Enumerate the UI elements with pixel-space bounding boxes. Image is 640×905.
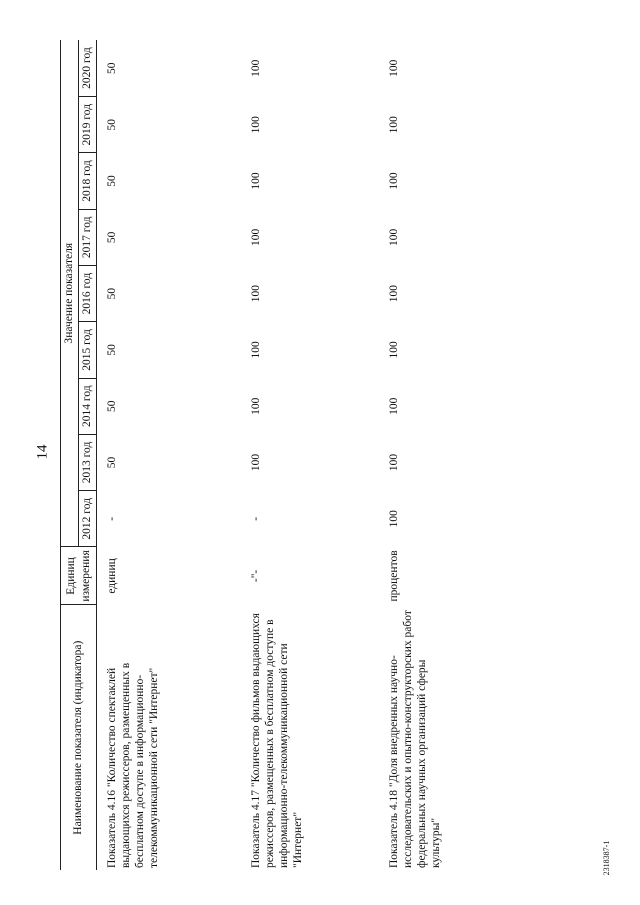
value-cell: 100: [388, 341, 400, 359]
header-year: 2014 год: [79, 378, 97, 434]
indicator-name-cell: Показатель 4.18 "Доля внедренных научно-исследовательских и опытно-конструкторских работ федеральных научных организаций сферы культуры": [388, 610, 443, 868]
value-cell: 50: [106, 62, 118, 75]
indicator-table: [60, 40, 507, 870]
value-cell: 50: [106, 344, 118, 356]
value-cell: 100: [250, 397, 262, 415]
unit-cell: -"-: [250, 569, 262, 583]
value-cell: 50: [106, 400, 118, 412]
header-year: 2012 год: [79, 491, 97, 547]
header-unit-line1: Единиц: [65, 557, 78, 595]
header-unit-line2: измерения: [79, 550, 92, 602]
indicator-name-cell: Показатель 4.17 "Количество фильмов выдающихся режиссеров, размещенных в бесплатном доступе в информационно-телекоммуникационной сети "Интернет": [250, 613, 305, 868]
header-year: 2017 год: [79, 209, 97, 265]
value-cell: 50: [106, 456, 118, 469]
table-row: [379, 40, 507, 870]
value-cell: 100: [250, 59, 262, 77]
value-cell: 100: [388, 453, 400, 472]
table-body: [97, 40, 508, 870]
value-cell: 100: [388, 284, 400, 303]
rotated-table-wrapper: [60, 40, 580, 870]
header-year: 2018 год: [79, 153, 97, 209]
header-year: 2020 год: [79, 40, 97, 97]
table-row: [241, 40, 379, 870]
value-cell: -: [250, 516, 262, 521]
table-row: [97, 40, 242, 870]
value-cell: 100: [388, 116, 400, 134]
value-cell: 100: [250, 284, 262, 303]
value-cell: -: [106, 516, 118, 521]
value-cell: 100: [388, 510, 400, 528]
value-cell: 50: [106, 175, 118, 187]
unit-cell: единиц: [106, 558, 118, 594]
value-cell: 100: [388, 397, 400, 415]
value-cell: 100: [250, 228, 262, 246]
page-number: 14: [34, 444, 51, 460]
document-code: 2318387-1: [602, 840, 611, 876]
table-header: [61, 40, 97, 870]
value-cell: 50: [106, 231, 118, 244]
value-cell: 100: [388, 59, 400, 77]
header-unit: [61, 547, 97, 605]
header-year: 2015 год: [79, 322, 97, 378]
header-value-group: Значение показателя: [61, 40, 79, 547]
header-year: 2013 год: [79, 434, 97, 490]
table-stage: [60, 40, 580, 870]
value-cell: 100: [388, 172, 400, 190]
value-cell: 100: [250, 172, 262, 190]
unit-cell: процентов: [388, 550, 400, 602]
header-year: 2016 год: [79, 265, 97, 321]
header-indicator-name: Наименование показателя (индикатора): [61, 605, 97, 870]
indicator-name-cell: Показатель 4.16 "Количество спектаклей выдающихся режиссеров, размещенных в бесплатном доступе в информационно-телекоммуникационной сети "Интернет": [106, 662, 161, 868]
value-cell: 50: [106, 287, 118, 300]
value-cell: 100: [250, 453, 262, 472]
value-cell: 50: [106, 118, 118, 131]
header-year: 2019 год: [79, 97, 97, 153]
value-cell: 100: [250, 341, 262, 359]
value-cell: 100: [250, 116, 262, 134]
value-cell: 100: [388, 228, 400, 246]
